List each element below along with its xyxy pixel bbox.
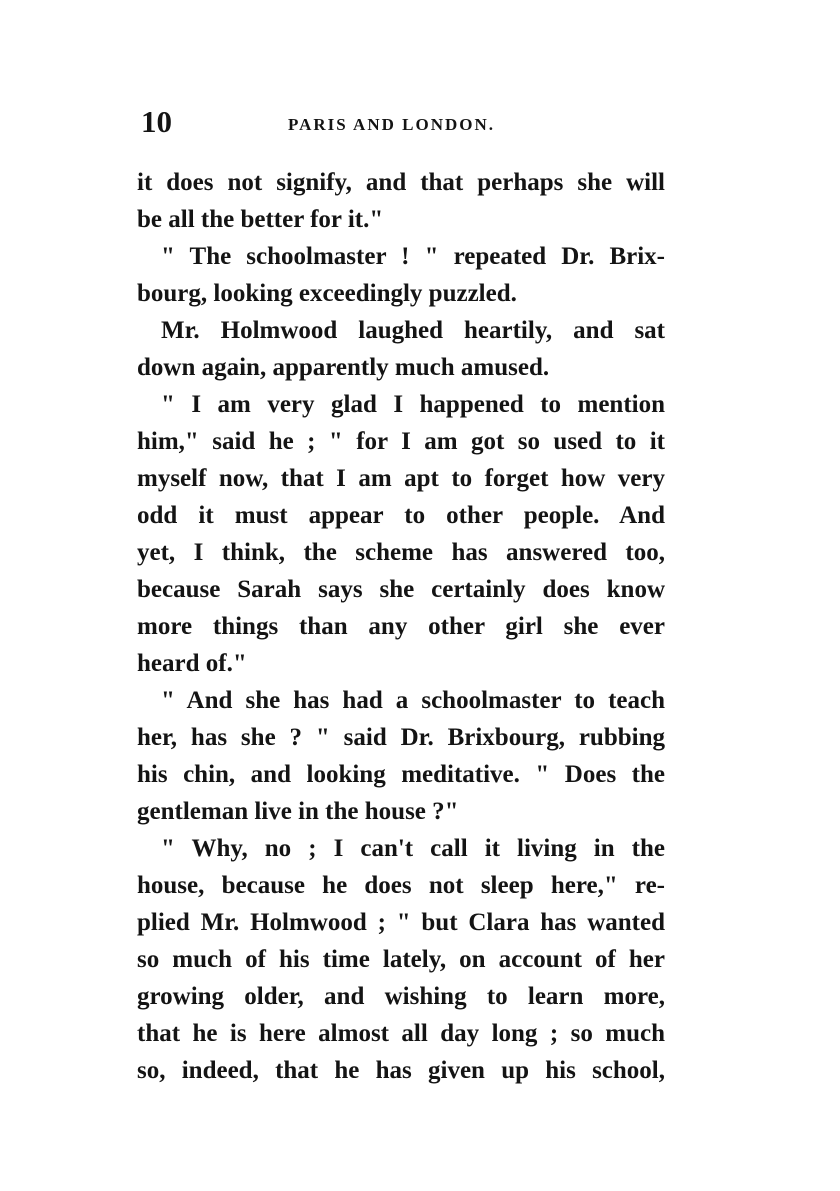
text-line: because Sarah says she certainly does know (137, 576, 665, 603)
text-line: myself now, that I am apt to forget how very (137, 465, 665, 492)
text-line: bourg, looking exceedingly puzzled. (137, 280, 517, 307)
text-line: Mr. Holmwood laughed heartily, and sat (161, 317, 665, 344)
text-line: that he is here almost all day long ; so much (137, 1020, 665, 1047)
text-line: plied Mr. Holmwood ; " but Clara has wanted (137, 909, 665, 936)
text-line: gentleman live in the house ?" (137, 798, 459, 825)
page-number: 10 (141, 104, 172, 139)
text-line: it does not signify, and that perhaps she will (137, 169, 665, 196)
text-line: yet, I think, the scheme has answered too, (137, 539, 665, 566)
text-line: growing older, and wishing to learn more, (137, 983, 665, 1010)
body-text (137, 164, 665, 1089)
text-line: so, indeed, that he has given up his school, (137, 1057, 665, 1084)
text-line: down again, apparently much amused. (137, 354, 550, 381)
text-line: be all the better for it." (137, 206, 384, 233)
text-line: " Why, no ; I can't call it living in the (161, 835, 665, 862)
text-line: more things than any other girl she ever (137, 613, 665, 640)
text-line: " The schoolmaster ! " repeated Dr. Brix- (161, 243, 665, 270)
page-header (141, 104, 671, 144)
text-line: so much of his time lately, on account of her (137, 946, 665, 973)
text-line: odd it must appear to other people. And (137, 502, 665, 529)
text-line: " And she has had a schoolmaster to teach (161, 687, 665, 714)
running-head: PARIS AND LONDON. (288, 115, 496, 134)
text-line: him," said he ; " for I am got so used to it (137, 428, 665, 455)
text-line: heard of." (137, 650, 247, 677)
text-line: " I am very glad I happened to mention (161, 391, 665, 418)
text-line: his chin, and looking meditative. " Does the (137, 761, 665, 788)
text-line: house, because he does not sleep here," re- (137, 872, 665, 899)
text-line: her, has she ? " said Dr. Brixbourg, rubbing (137, 724, 665, 751)
